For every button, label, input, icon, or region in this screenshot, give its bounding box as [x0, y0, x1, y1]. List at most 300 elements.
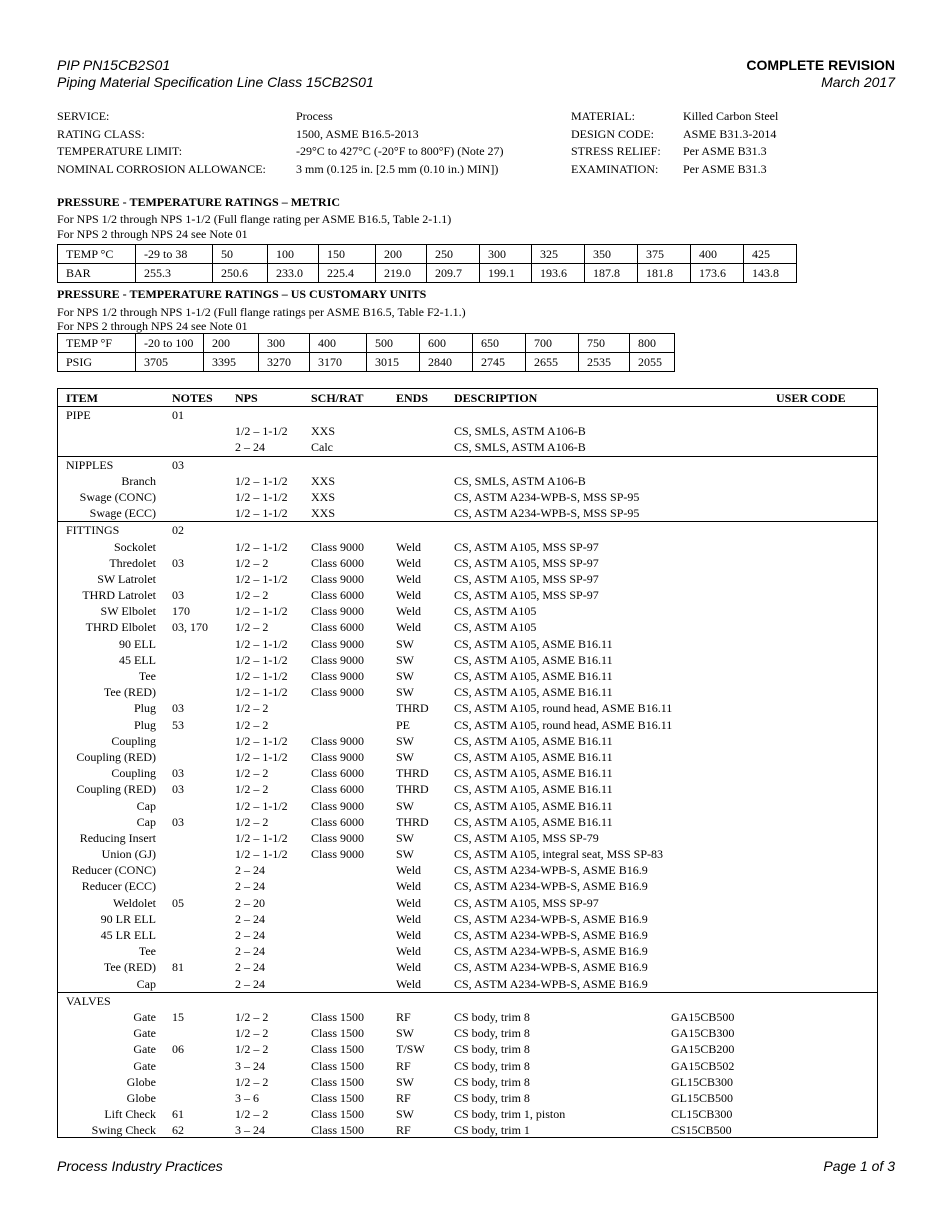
table-row: [58, 927, 877, 943]
group-notes: 01: [172, 408, 184, 422]
item-notes: 15: [172, 1009, 184, 1024]
item-nps: 2 – 24: [235, 863, 265, 878]
item-description: CS, ASTM A105, ASME B16.11: [454, 766, 613, 781]
item-notes: 03: [172, 766, 184, 781]
table-row: [58, 555, 877, 571]
item-sch: Class 9000: [311, 685, 365, 700]
item-name: THRD Elbolet: [85, 620, 156, 635]
item-name: Reducing Insert: [79, 830, 156, 845]
item-sch: Class 1500: [311, 1090, 365, 1105]
item-description: CS body, trim 8: [454, 1026, 530, 1041]
table-row: [58, 636, 877, 652]
item-name: Gate: [133, 1026, 156, 1041]
item-sch: Class 6000: [311, 588, 365, 603]
item-name: Sockolet: [114, 539, 156, 554]
item-sch: Class 6000: [311, 782, 365, 797]
item-ends: Weld: [396, 895, 422, 910]
item-sch: Class 9000: [311, 636, 365, 651]
metric-note-1: For NPS 1/2 through NPS 1-1/2 (Full flange rating per ASME B16.5, Table 2-1.1): [57, 212, 452, 226]
temp-header-cell: TEMP °C: [58, 245, 136, 264]
table-row: [58, 862, 877, 878]
item-description: CS, ASTM A105: [454, 620, 537, 635]
item-name: Swage (CONC): [79, 489, 156, 504]
item-name: Reducer (CONC): [71, 863, 156, 878]
item-ends: Weld: [396, 960, 422, 975]
table-row: [58, 1074, 877, 1090]
info-value: ASME B31.3-2014: [683, 126, 777, 141]
table-row: [58, 489, 877, 505]
item-description: CS, SMLS, ASTM A106-B: [454, 440, 586, 455]
item-sch: Class 1500: [311, 1009, 365, 1024]
item-description: CS, ASTM A105, integral seat, MSS SP-83: [454, 847, 664, 862]
item-nps: 1/2 – 1-1/2: [235, 571, 288, 586]
info-value: Per ASME B31.3: [683, 161, 767, 176]
group-name: FITTINGS: [66, 523, 120, 538]
item-description: CS, ASTM A105, ASME B16.11: [454, 636, 613, 651]
value-cell: 3705: [136, 353, 204, 372]
doc-title: Piping Material Specification Line Class 15CB2S01: [57, 74, 374, 90]
item-name: Tee: [138, 944, 156, 959]
temp-cell: 700: [526, 334, 579, 353]
item-nps: 1/2 – 2: [235, 766, 269, 781]
item-description: CS, ASTM A105, MSS SP-97: [454, 571, 599, 586]
item-name: Coupling (RED): [76, 782, 156, 797]
item-nps: 1/2 – 1-1/2: [235, 489, 288, 504]
table-row: [58, 652, 877, 668]
item-ends: THRD: [396, 814, 429, 829]
item-user-code: CS15CB500: [671, 1123, 732, 1138]
table-row: [58, 911, 877, 927]
item-sch: Class 9000: [311, 830, 365, 845]
item-nps: 1/2 – 2: [235, 588, 269, 603]
value-cell: 3015: [367, 353, 420, 372]
item-description: CS, ASTM A234-WPB-S, ASME B16.9: [454, 976, 648, 991]
item-sch: Class 9000: [311, 749, 365, 764]
table-row: [58, 1090, 877, 1106]
item-nps: 1/2 – 1-1/2: [235, 830, 288, 845]
item-sch: Class 6000: [311, 766, 365, 781]
item-description: CS, ASTM A105, MSS SP-97: [454, 588, 599, 603]
us-rating-table: [57, 333, 675, 372]
group-row: [58, 456, 877, 473]
col-nps: NPS: [235, 391, 258, 405]
value-cell: 2055: [630, 353, 675, 372]
item-name: Gate: [133, 1042, 156, 1057]
item-notes: 03: [172, 588, 184, 603]
item-sch: Calc: [311, 440, 333, 455]
temp-cell: 500: [367, 334, 420, 353]
col-ends: ENDS: [396, 391, 429, 405]
item-ends: Weld: [396, 944, 422, 959]
table-row: [58, 1058, 877, 1074]
item-sch: Class 1500: [311, 1107, 365, 1122]
item-user-code: CL15CB300: [671, 1107, 733, 1122]
table-row: [58, 943, 877, 959]
item-description: CS, ASTM A105, MSS SP-97: [454, 555, 599, 570]
item-name: 45 ELL: [119, 652, 156, 667]
item-nps: 1/2 – 2: [235, 1042, 269, 1057]
item-ends: SW: [396, 1074, 414, 1089]
table-row: [58, 439, 877, 455]
table-row: [58, 1041, 877, 1057]
item-nps: 1/2 – 2: [235, 1074, 269, 1089]
item-name: Weldolet: [112, 895, 156, 910]
item-notes: 03: [172, 555, 184, 570]
item-description: CS, SMLS, ASTM A106-B: [454, 473, 586, 488]
item-ends: T/SW: [396, 1042, 425, 1057]
item-nps: 1/2 – 1-1/2: [235, 685, 288, 700]
item-notes: 53: [172, 717, 184, 732]
item-description: CS, ASTM A234-WPB-S, MSS SP-95: [454, 506, 640, 521]
item-sch: Class 1500: [311, 1042, 365, 1057]
item-name: Lift Check: [104, 1107, 156, 1122]
item-nps: 1/2 – 1-1/2: [235, 669, 288, 683]
item-nps: 1/2 – 1-1/2: [235, 539, 288, 554]
table-row: [58, 830, 877, 846]
item-name: Globe: [126, 1090, 156, 1105]
group-row: [58, 407, 877, 423]
us-note-1: For NPS 1/2 through NPS 1-1/2 (Full flange ratings per ASME B16.5, Table F2-1.1.): [57, 305, 466, 319]
item-name: Swing Check: [91, 1123, 156, 1138]
value-cell: 225.4: [319, 264, 376, 283]
item-name: Tee (RED): [103, 960, 156, 975]
item-nps: 1/2 – 2: [235, 814, 269, 829]
value-cell: 2655: [526, 353, 579, 372]
item-nps: 1/2 – 2: [235, 782, 269, 797]
item-ends: Weld: [396, 571, 422, 586]
table-row: [58, 749, 877, 765]
table-row: [58, 1106, 877, 1122]
item-notes: 03: [172, 782, 184, 797]
item-nps: 1/2 – 1-1/2: [235, 473, 288, 488]
item-nps: 2 – 24: [235, 440, 265, 455]
table-row: [58, 798, 877, 814]
item-sch: XXS: [311, 489, 336, 504]
table-row: [58, 603, 877, 619]
item-nps: 2 – 20: [235, 895, 265, 910]
temp-cell: 300: [259, 334, 310, 353]
table-row: [58, 959, 877, 975]
col-notes: NOTES: [172, 391, 213, 405]
info-label: SERVICE:: [57, 109, 110, 123]
value-cell: 3170: [310, 353, 367, 372]
item-nps: 3 – 24: [235, 1058, 265, 1073]
item-description: CS, ASTM A105, ASME B16.11: [454, 814, 613, 829]
item-ends: Weld: [396, 863, 422, 878]
item-sch: Class 6000: [311, 555, 365, 570]
item-description: CS, ASTM A234-WPB-S, ASME B16.9: [454, 960, 648, 975]
item-nps: 1/2 – 2: [235, 1107, 269, 1122]
item-nps: 1/2 – 2: [235, 620, 269, 635]
item-ends: Weld: [396, 588, 422, 603]
table-row: [58, 765, 877, 781]
item-name: Cap: [136, 976, 156, 991]
value-cell: 3395: [204, 353, 259, 372]
item-user-code: GA15CB502: [671, 1058, 735, 1073]
metric-note-2: For NPS 2 through NPS 24 see Note 01: [57, 227, 248, 241]
col-user-code: USER CODE: [776, 391, 846, 405]
temp-header-cell: TEMP °F: [58, 334, 136, 353]
item-ends: Weld: [396, 976, 422, 991]
item-user-code: GA15CB200: [671, 1042, 735, 1057]
item-sch: Class 9000: [311, 652, 365, 667]
table-row: [58, 1122, 877, 1138]
metric-rating-table: [57, 244, 797, 283]
item-description: CS, ASTM A234-WPB-S, MSS SP-95: [454, 489, 640, 504]
item-sch: Class 1500: [311, 1058, 365, 1073]
group-row: [58, 992, 877, 1009]
item-user-code: GA15CB300: [671, 1026, 735, 1041]
group-notes: 03: [172, 457, 184, 472]
item-nps: 1/2 – 2: [235, 701, 269, 716]
item-ends: SW: [396, 636, 414, 651]
item-sch: Class 6000: [311, 620, 365, 635]
item-nps: 1/2 – 1-1/2: [235, 847, 288, 862]
item-ends: RF: [396, 1090, 411, 1105]
info-label: NOMINAL CORROSION ALLOWANCE:: [57, 161, 266, 176]
item-ends: Weld: [396, 604, 422, 619]
item-name: Branch: [121, 473, 156, 488]
item-sch: Class 9000: [311, 847, 365, 862]
info-value: -29°C to 427°C (-20°F to 800°F) (Note 27): [296, 144, 504, 158]
item-name: Tee: [138, 669, 156, 683]
group-row: [58, 521, 877, 538]
item-description: CS, ASTM A105, ASME B16.11: [454, 749, 613, 764]
items-table-body: [58, 407, 877, 1138]
value-cell: 143.8: [744, 264, 797, 283]
item-ends: RF: [396, 1123, 411, 1138]
info-value: Per ASME B31.3: [683, 144, 767, 158]
revision-date: March 2017: [821, 74, 895, 90]
item-notes: 81: [172, 960, 184, 975]
item-nps: 2 – 24: [235, 928, 265, 942]
item-sch: Class 1500: [311, 1123, 365, 1138]
item-name: 90 LR ELL: [100, 911, 156, 926]
temp-cell: 100: [268, 245, 319, 264]
item-name: Reducer (ECC): [81, 879, 156, 894]
temp-cell: 325: [532, 245, 585, 264]
table-row: [58, 571, 877, 587]
col-description: DESCRIPTION: [454, 391, 538, 405]
item-description: CS, ASTM A105, ASME B16.11: [454, 733, 613, 748]
item-user-code: GL15CB300: [671, 1074, 734, 1089]
items-table-header: [58, 389, 877, 407]
item-ends: SW: [396, 685, 414, 700]
table-row: [58, 423, 877, 439]
value-header-cell: BAR: [58, 264, 136, 283]
temp-cell: 350: [585, 245, 638, 264]
item-sch: Class 9000: [311, 604, 365, 619]
table-row: [58, 717, 877, 733]
item-name: Plug: [133, 701, 156, 716]
table-row: [58, 684, 877, 700]
table-row: [58, 700, 877, 716]
group-name: VALVES: [66, 993, 111, 1008]
info-value: 3 mm (0.125 in. [2.5 mm (0.10 in.) MIN]): [296, 161, 499, 176]
item-name: Coupling: [111, 733, 156, 748]
item-name: Globe: [126, 1074, 156, 1089]
item-description: CS, ASTM A105, ASME B16.11: [454, 685, 613, 700]
item-sch: XXS: [311, 473, 336, 488]
item-nps: 2 – 24: [235, 960, 265, 975]
item-notes: 06: [172, 1042, 184, 1057]
item-nps: 1/2 – 2: [235, 1009, 269, 1024]
table-row: [58, 1009, 877, 1025]
item-ends: THRD: [396, 701, 429, 716]
value-cell: 199.1: [480, 264, 532, 283]
temp-cell: 400: [691, 245, 744, 264]
item-name: Coupling: [111, 766, 156, 781]
item-name: 45 LR ELL: [100, 928, 156, 942]
info-label: STRESS RELIEF:: [571, 144, 661, 158]
item-sch: Class 6000: [311, 814, 365, 829]
value-cell: 2840: [420, 353, 473, 372]
item-name: Cap: [136, 814, 156, 829]
item-sch: XXS: [311, 424, 336, 439]
table-row: [58, 733, 877, 749]
header-right: [746, 57, 895, 91]
item-ends: SW: [396, 652, 414, 667]
table-row: [58, 976, 877, 992]
item-name: SW Elbolet: [100, 604, 156, 619]
item-notes: 03: [172, 814, 184, 829]
table-row: [58, 814, 877, 830]
table-row: [58, 878, 877, 894]
temp-cell: 425: [744, 245, 797, 264]
item-nps: 2 – 24: [235, 879, 265, 894]
item-ends: Weld: [396, 539, 422, 554]
temp-cell: 50: [213, 245, 268, 264]
metric-title: PRESSURE - TEMPERATURE RATINGS – METRIC: [57, 195, 341, 209]
item-ends: Weld: [396, 911, 422, 926]
item-description: CS body, trim 8: [454, 1090, 530, 1105]
temp-cell: 750: [579, 334, 630, 353]
item-notes: 62: [172, 1123, 184, 1138]
info-labels-right: [571, 108, 661, 178]
temp-cell: 600: [420, 334, 473, 353]
group-notes: 02: [172, 523, 184, 538]
item-ends: THRD: [396, 782, 429, 797]
item-name: Swage (ECC): [89, 506, 156, 521]
item-name: THRD Latrolet: [82, 588, 156, 603]
col-sch-rat: SCH/RAT: [311, 391, 364, 405]
value-cell: 187.8: [585, 264, 638, 283]
item-nps: 1/2 – 2: [235, 1026, 269, 1041]
item-nps: 2 – 24: [235, 944, 265, 959]
item-description: CS, ASTM A105, ASME B16.11: [454, 669, 613, 683]
temp-cell: -20 to 100: [136, 334, 204, 353]
item-description: CS body, trim 1, piston: [454, 1107, 566, 1122]
item-nps: 1/2 – 1-1/2: [235, 749, 288, 764]
item-name: Gate: [133, 1058, 156, 1073]
item-sch: Class 9000: [311, 669, 365, 683]
item-nps: 1/2 – 1-1/2: [235, 733, 288, 748]
item-description: CS body, trim 1: [454, 1123, 530, 1138]
table-row: [58, 619, 877, 635]
item-ends: Weld: [396, 879, 422, 894]
value-header-cell: PSIG: [58, 353, 136, 372]
item-ends: Weld: [396, 928, 422, 942]
item-name: Union (GJ): [101, 847, 156, 862]
item-ends: PE: [396, 717, 411, 732]
item-name: Gate: [133, 1009, 156, 1024]
item-name: Cap: [136, 798, 156, 813]
item-nps: 1/2 – 1-1/2: [235, 652, 288, 667]
temp-cell: 250: [427, 245, 480, 264]
info-values-right: [683, 108, 778, 178]
item-ends: SW: [396, 1026, 414, 1041]
item-description: CS, ASTM A234-WPB-S, ASME B16.9: [454, 928, 648, 942]
value-cell: 2745: [473, 353, 526, 372]
item-ends: SW: [396, 847, 414, 862]
temp-cell: 800: [630, 334, 675, 353]
item-ends: RF: [396, 1058, 411, 1073]
col-item: ITEM: [66, 391, 99, 405]
item-ends: SW: [396, 798, 414, 813]
item-nps: 2 – 24: [235, 976, 265, 991]
item-description: CS, ASTM A105, MSS SP-97: [454, 539, 599, 554]
item-name: Thredolet: [109, 555, 156, 570]
item-description: CS body, trim 8: [454, 1009, 530, 1024]
item-name: SW Latrolet: [97, 571, 156, 586]
value-cell: 209.7: [427, 264, 480, 283]
header-left: [57, 57, 374, 91]
item-user-code: GL15CB500: [671, 1090, 734, 1105]
table-row: [58, 668, 877, 684]
item-sch: Class 9000: [311, 539, 365, 554]
value-cell: 173.6: [691, 264, 744, 283]
value-cell: 181.8: [638, 264, 691, 283]
table-row: [58, 587, 877, 603]
item-ends: SW: [396, 733, 414, 748]
temp-cell: -29 to 38: [136, 245, 213, 264]
item-description: CS, ASTM A105, MSS SP-79: [454, 830, 599, 845]
item-ends: Weld: [396, 620, 422, 635]
item-notes: 03: [172, 701, 184, 716]
revision-label: COMPLETE REVISION: [746, 57, 895, 73]
item-name: Tee (RED): [103, 685, 156, 700]
item-notes: 05: [172, 895, 184, 910]
info-value: 1500, ASME B16.5-2013: [296, 126, 419, 141]
item-sch: Class 1500: [311, 1026, 365, 1041]
item-description: CS, ASTM A105, ASME B16.11: [454, 782, 613, 797]
item-description: CS, ASTM A105, ASME B16.11: [454, 798, 613, 813]
item-ends: SW: [396, 749, 414, 764]
item-sch: Class 9000: [311, 571, 365, 586]
item-sch: Class 9000: [311, 798, 365, 813]
info-label: TEMPERATURE LIMIT:: [57, 144, 183, 158]
footer-left: Process Industry Practices: [57, 1158, 223, 1174]
value-cell: 233.0: [268, 264, 319, 283]
temp-cell: 400: [310, 334, 367, 353]
item-notes: 03, 170: [172, 620, 208, 635]
item-ends: THRD: [396, 766, 429, 781]
info-value: Process: [296, 109, 333, 123]
page-number: Page 1 of 3: [823, 1158, 895, 1174]
table-row: [58, 539, 877, 555]
item-sch: Class 1500: [311, 1074, 365, 1089]
item-ends: RF: [396, 1009, 411, 1024]
info-label: EXAMINATION:: [571, 161, 659, 176]
info-label: RATING CLASS:: [57, 126, 145, 141]
group-name: NIPPLES: [66, 457, 114, 472]
item-ends: SW: [396, 1107, 414, 1122]
value-cell: 255.3: [136, 264, 213, 283]
item-description: CS body, trim 8: [454, 1058, 530, 1073]
item-name: Plug: [133, 717, 156, 732]
item-ends: SW: [396, 669, 414, 683]
temp-cell: 650: [473, 334, 526, 353]
